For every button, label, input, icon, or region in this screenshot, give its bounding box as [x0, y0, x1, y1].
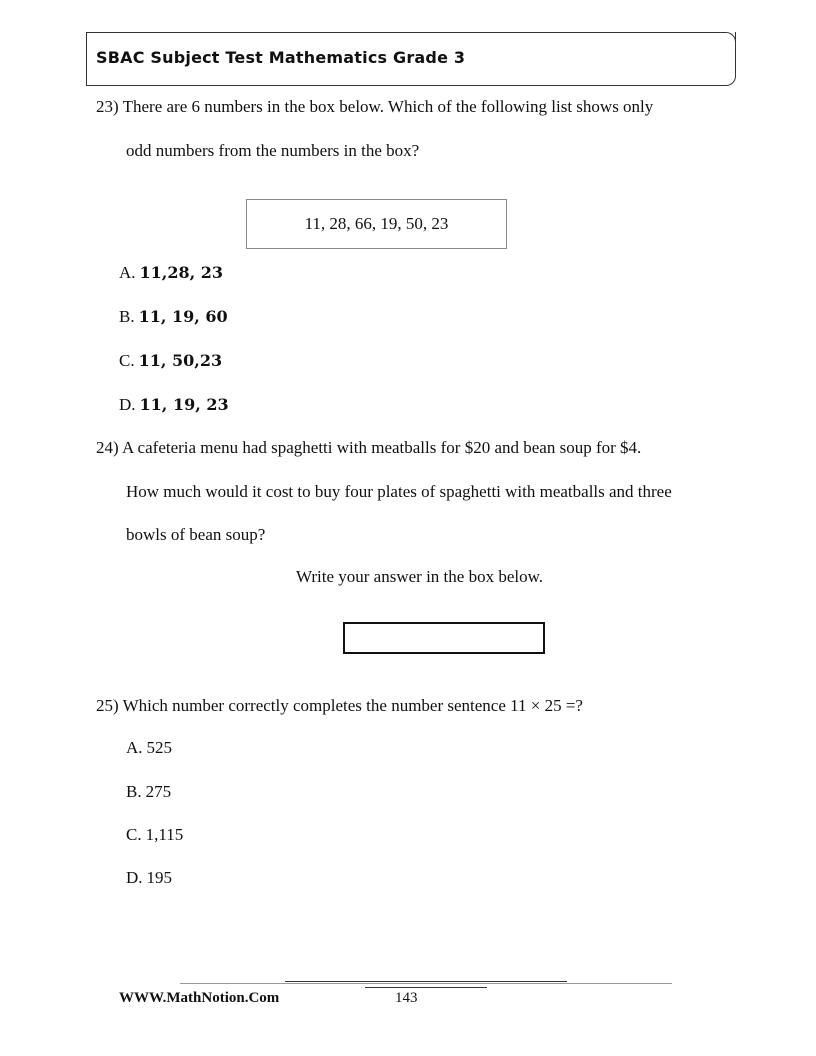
q25-option-d[interactable] [126, 868, 172, 888]
page-title: SBAC Subject Test Mathematics Grade 3 [96, 48, 466, 67]
q24-text-line1: 24) A cafeteria menu had spaghetti with meatballs for $20 and bean soup for $4. [96, 438, 642, 457]
option-letter: C. [119, 351, 135, 370]
option-letter: C. [126, 825, 142, 844]
option-value: 11, 50,23 [138, 351, 223, 370]
q25-option-c[interactable] [126, 825, 183, 845]
option-letter: A. [119, 263, 136, 282]
footer-divider [365, 987, 487, 988]
option-value: 275 [145, 782, 172, 801]
option-value: 195 [146, 868, 173, 887]
option-value: 11,28, 23 [139, 263, 224, 282]
q25-text-line1: 25) Which number correctly completes the number sentence 11 × 25 =? [96, 696, 583, 715]
footer-divider [285, 981, 567, 982]
option-letter: D. [126, 868, 143, 887]
q24-text-line3: bowls of bean soup? [126, 525, 266, 544]
q23-option-c[interactable] [119, 351, 222, 371]
option-value: 11, 19, 60 [138, 307, 228, 326]
option-value: 1,115 [145, 825, 184, 844]
q23-option-d[interactable] [119, 395, 229, 415]
q25-option-a[interactable] [126, 738, 172, 758]
option-value: 525 [146, 738, 173, 757]
q23-number-box: 11, 28, 66, 19, 50, 23 [246, 199, 507, 249]
option-letter: B. [119, 307, 135, 326]
footer-divider [180, 983, 672, 984]
q24-instruction: Write your answer in the box below. [296, 567, 544, 586]
q23-text-line1: 23) There are 6 numbers in the box below. Which of the following list shows only [96, 97, 654, 116]
page-number: 143 [395, 990, 418, 1006]
option-value: 11, 19, 23 [139, 395, 229, 414]
option-letter: A. [126, 738, 143, 757]
q23-option-a[interactable] [119, 263, 223, 283]
option-letter: D. [119, 395, 136, 414]
q23-text-line2: odd numbers from the numbers in the box? [126, 141, 420, 160]
q24-answer-box[interactable] [343, 622, 545, 654]
option-letter: B. [126, 782, 142, 801]
q23-option-b[interactable] [119, 307, 228, 327]
q24-text-line2: How much would it cost to buy four plates of spaghetti with meatballs and three [126, 482, 672, 501]
footer-website: WWW.MathNotion.Com [119, 990, 280, 1006]
q25-option-b[interactable] [126, 782, 171, 802]
